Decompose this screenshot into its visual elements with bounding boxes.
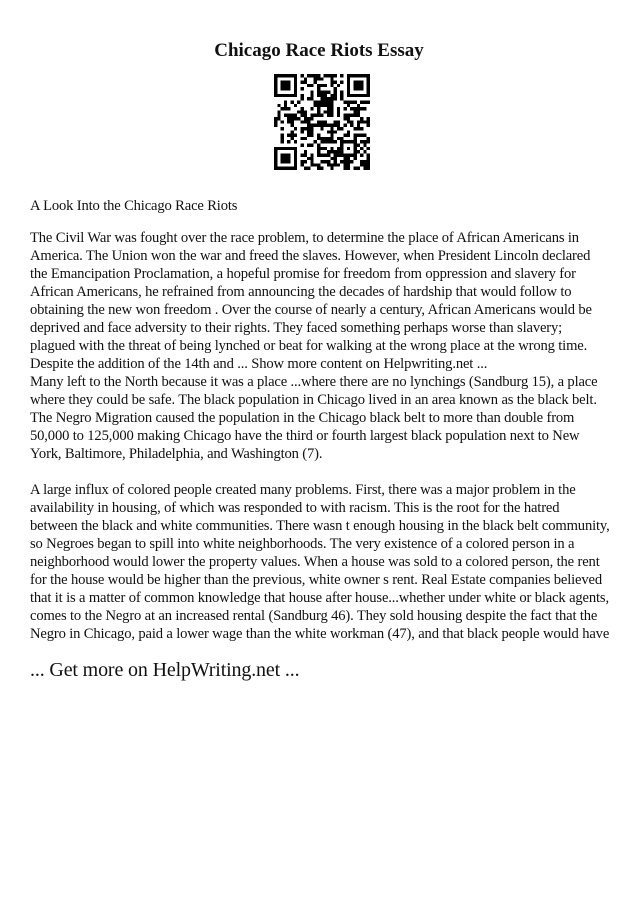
paragraph-3: A large influx of colored people created many problems. First, there was a major problem in the availability in housing, of which was responded to with racism. This is the root for the hatred between the black and white communities. There wasn t enough housing in the black belt community, so Negroes began to spill into white neighborhoods. The very existence of a colored person in a neighborhood would lower the property values. When a house was sold to a colored person, the rent for the house would be higher than the previous, white owner s rent. Real Estate companies believed that it is a matter of common knowledge that house after house...whether under white or black agents, comes to the Negro at an increased rental (Sandburg 46). They sold housing despite the fact that the Negro in Chicago, paid a lower wage than the white workman (47), and that black people would have bbox=[30, 482, 610, 642]
paragraph-2: Many left to the North because it was a place ...where there are no lynchings (Sandburg 15), a place where they could be safe. The black population in Chicago lived in an area known as the black belt. The Negro Migration caused the population in the Chicago black belt to more than double from 50,000 to 125,000 making Chicago have the third or fourth largest black population next to New York, Baltimore, Philadelphia, and Washington (7). bbox=[30, 374, 598, 462]
qr-code-icon[interactable] bbox=[274, 74, 370, 170]
get-more-link[interactable]: ... Get more on HelpWriting.net ... bbox=[30, 659, 300, 681]
essay-body bbox=[30, 197, 610, 683]
paragraph-1: The Civil War was fought over the race problem, to determine the place of African Americans in America. The Union won the war and freed the slaves. However, when President Lincoln declared the Emancipation Proclamation, a hopeful promise for freedom from oppression and slavery for African Americans, he refrained from announcing the decades of hardship that would follow to obtaining the new won freedom . Over the course of nearly a century, African Americans would be deprived and face adversity to their rights. They faced something perhaps worse than slavery; plagued with the threat of being lynched or beat for walking at the wrong place at the wrong time. Despite the addition of the 14th and ... Show more content on Helpwriting.net ... bbox=[30, 230, 592, 372]
qr-code-graphic bbox=[274, 74, 370, 170]
essay-subtitle: A Look Into the Chicago Race Riots bbox=[30, 198, 238, 214]
page-title: Chicago Race Riots Essay bbox=[214, 40, 424, 61]
